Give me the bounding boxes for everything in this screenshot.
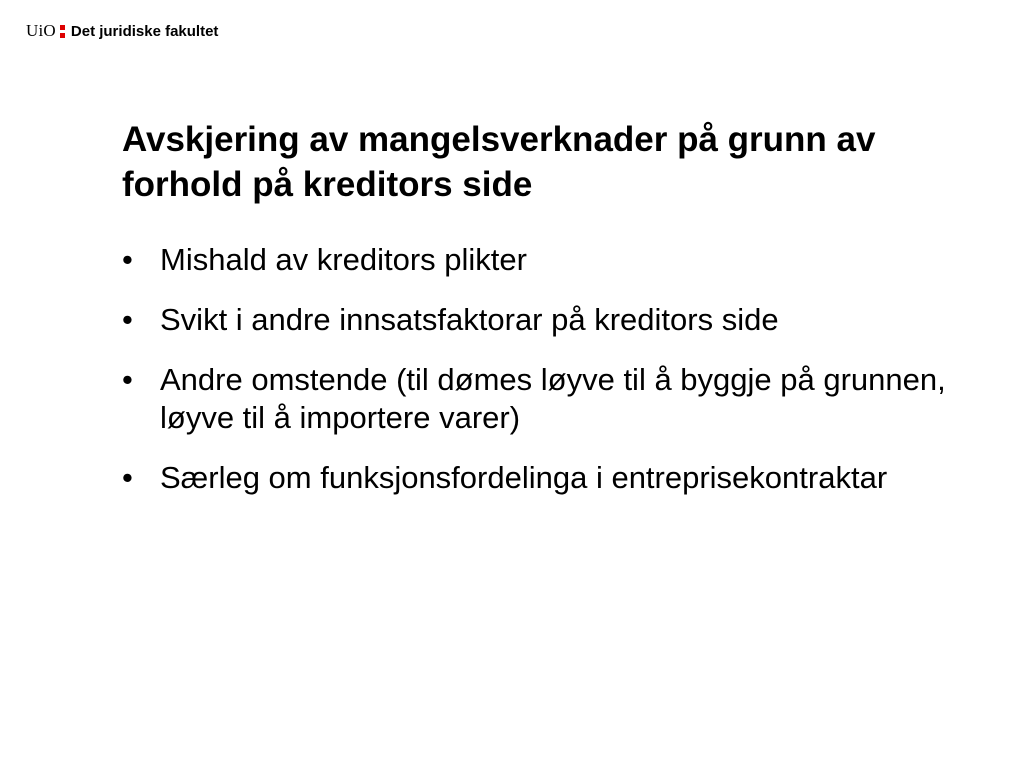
bullet-item — [122, 301, 972, 339]
bullet-list — [122, 241, 972, 519]
bullet-marker: • — [122, 302, 133, 337]
bullet-text: Andre omstende (til dømes løyve til å byggje på grunnen, løyve til å importere varer) — [160, 362, 946, 435]
bullet-item — [122, 241, 972, 279]
bullet-text: Mishald av kreditors plikter — [160, 242, 527, 277]
bullet-item — [122, 361, 972, 437]
bullet-marker: • — [122, 242, 133, 277]
slide-title: Avskjering av mangelsverknader på grunn av forhold på kreditors side — [122, 120, 876, 204]
bullet-item — [122, 459, 972, 497]
uio-logo: UiO — [26, 21, 56, 40]
bullet-text: Svikt i andre innsatsfaktorar på kreditors side — [160, 302, 779, 337]
bullet-marker: • — [122, 362, 133, 397]
faculty-name: Det juridiske fakultet — [70, 22, 219, 40]
bullet-text: Særleg om funksjonsfordelinga i entreprisekontraktar — [160, 460, 888, 495]
header — [26, 18, 218, 44]
bullet-marker: • — [122, 460, 133, 495]
logo-colon-icon — [60, 25, 65, 38]
